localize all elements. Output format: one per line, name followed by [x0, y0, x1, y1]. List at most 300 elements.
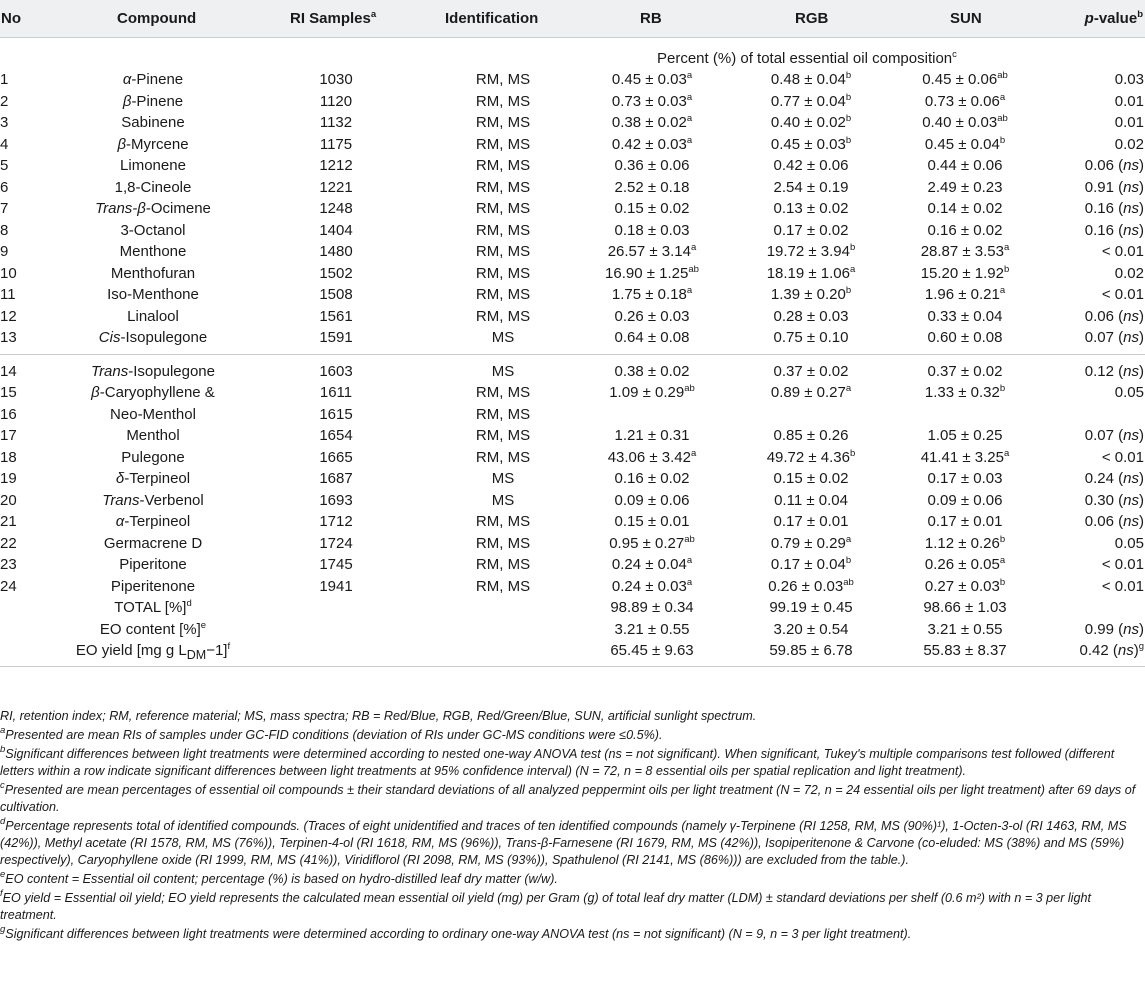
- compound-prefix: α: [122, 71, 132, 88]
- p-value: 0.16: [1084, 221, 1114, 239]
- footnote-d-mark: d: [0, 815, 6, 827]
- totals-p-value: 0.99: [1084, 620, 1114, 638]
- rgb-cell-value: 0.17 ± 0.04: [770, 556, 846, 573]
- rgb-cell-value: 0.45 ± 0.03: [770, 135, 846, 153]
- rb-cell: [577, 511, 727, 532]
- ns-flag: ns: [1123, 427, 1139, 444]
- p-value: 0.30: [1084, 491, 1114, 509]
- p-value: 0.06: [1084, 513, 1114, 530]
- ri-sample: 1120: [319, 92, 353, 110]
- row-number: 21: [0, 513, 17, 530]
- rb-cell: [577, 177, 727, 198]
- totals-label-text: EO yield [mg g L: [75, 642, 187, 659]
- identification: MS: [491, 491, 515, 509]
- rb-cell: [577, 306, 727, 327]
- rb-cell-value: 0.15 ± 0.01: [614, 513, 690, 530]
- compound-base: -Myrcene: [126, 135, 189, 153]
- identification: RM, MS: [475, 513, 531, 530]
- sun-cell-value: 2.49 ± 0.23: [927, 178, 1003, 196]
- rgb-cell: [736, 69, 886, 90]
- p-value-cell: [1102, 554, 1144, 575]
- ri-sample: 1030: [319, 71, 353, 88]
- sun-cell-letter: ab: [997, 113, 1008, 124]
- sun-cell-value: 15.20 ± 1.92: [920, 264, 1004, 282]
- table-row: [0, 69, 1145, 91]
- compound-name: [48, 198, 258, 219]
- row-number: 19: [0, 470, 17, 487]
- footnote-f-mark: f: [0, 887, 3, 899]
- compound-prefix: Trans-β: [95, 200, 146, 217]
- rb-cell-letter: a: [686, 576, 693, 588]
- footnote-f: [0, 887, 1140, 924]
- sun-cell-value: 0.45 ± 0.04: [924, 135, 1000, 153]
- compound-base: -Pinene: [131, 92, 184, 110]
- table-row: [0, 447, 1145, 469]
- rb-cell-value: 0.36 ± 0.06: [614, 157, 690, 174]
- identification: RM, MS: [475, 286, 531, 303]
- row-number: 5: [0, 157, 9, 174]
- table-row: [0, 361, 1145, 383]
- row-number: 1: [0, 71, 9, 88]
- rgb-cell-value: 49.72 ± 4.36: [766, 448, 850, 466]
- sun-cell: [890, 220, 1040, 241]
- rgb-cell: [736, 361, 886, 382]
- table-row: [0, 284, 1145, 306]
- ri-sample: 1132: [319, 114, 353, 131]
- footnote-d: [0, 815, 1140, 870]
- compound-name: [48, 134, 258, 155]
- row-number: 20: [0, 491, 17, 509]
- p-value-cell: [1115, 263, 1144, 284]
- table-row: [0, 554, 1145, 576]
- sun-cell: [890, 382, 1040, 403]
- compound-prefix: α: [115, 513, 125, 530]
- p-value-cell: [1102, 241, 1144, 262]
- rgb-cell: [736, 306, 886, 327]
- table-row: [0, 220, 1145, 242]
- rb-cell-value: 0.16 ± 0.02: [614, 470, 690, 487]
- compound-base: Neo-Menthol: [110, 405, 196, 423]
- rb-cell: [577, 533, 727, 554]
- p-value: < 0.01: [1101, 448, 1144, 466]
- rb-cell-value: 0.38 ± 0.02: [614, 362, 690, 380]
- identification: RM, MS: [475, 405, 531, 423]
- sun-cell: [890, 263, 1040, 284]
- totals-label-sup: e: [200, 619, 207, 631]
- p-value-cell: [1115, 382, 1144, 403]
- row-number: 2: [0, 92, 9, 110]
- header-identification: Identification: [445, 10, 539, 27]
- subcaption-sup: c: [952, 49, 957, 60]
- rgb-cell-value: 18.19 ± 1.06: [766, 264, 850, 282]
- totals-label-text: EO content [%]: [99, 620, 201, 638]
- ns-flag: ns: [1123, 178, 1139, 196]
- sun-cell: [890, 241, 1040, 262]
- totals-rb: 3.21 ± 0.55: [614, 620, 690, 638]
- ri-sample: 1508: [319, 286, 353, 303]
- compound-base: -Caryophyllene &: [99, 384, 215, 401]
- compound-base: -Isopulegone: [128, 362, 215, 380]
- p-value: 0.03: [1114, 71, 1144, 88]
- sun-cell: [890, 134, 1040, 155]
- sun-cell: [890, 112, 1040, 133]
- compound-base: Linalool: [127, 307, 179, 325]
- header-rgb: RGB: [795, 10, 829, 27]
- sun-cell-value: 0.09 ± 0.06: [927, 491, 1003, 509]
- rb-cell-value: 16.90 ± 1.25: [605, 264, 689, 282]
- rgb-cell-value: 0.15 ± 0.02: [773, 470, 849, 487]
- ri-sample: 1404: [319, 221, 353, 239]
- ns-flag: ns: [1123, 329, 1139, 346]
- sun-cell: [890, 69, 1040, 90]
- compound-prefix: β: [117, 135, 127, 153]
- compound-prefix: δ: [115, 470, 125, 487]
- compound-prefix: β: [122, 92, 132, 110]
- compound-name: [48, 468, 258, 489]
- identification: RM, MS: [475, 577, 531, 595]
- compound-name: [48, 69, 258, 90]
- rb-cell: [577, 241, 727, 262]
- rb-cell-value: 0.24 ± 0.04: [611, 556, 687, 573]
- rgb-cell-letter: ab: [843, 576, 854, 588]
- rgb-cell: [736, 576, 886, 597]
- ri-sample: 1665: [319, 448, 353, 466]
- p-value: 0.01: [1114, 114, 1144, 131]
- footnote-g-text: Significant differences between light treatments were determined according to ordinary one-way ANOVA test (ns = not significant) (N = 9, n = 3 per light treatment).: [5, 926, 912, 941]
- identification: RM, MS: [475, 427, 531, 444]
- rb-cell: [577, 425, 727, 446]
- table-row: [0, 404, 1145, 426]
- identification: RM, MS: [475, 157, 531, 174]
- sun-cell-letter: a: [1004, 242, 1010, 253]
- totals-row: [0, 619, 1145, 641]
- p-value-cell: 0.06 (ns): [1084, 307, 1144, 325]
- header-ri-samples: [290, 9, 376, 29]
- header-ri-text: RI Samples: [290, 10, 371, 27]
- totals-p-cell: 0.42 (ns)$^g$: [1079, 641, 1144, 659]
- sun-cell-value: 41.41 ± 3.25: [920, 448, 1004, 466]
- sun-cell-value: 1.12 ± 0.26: [924, 534, 1000, 552]
- compound-name: [48, 554, 258, 575]
- rb-cell-value: 0.09 ± 0.06: [614, 491, 690, 509]
- rgb-cell: [736, 91, 886, 112]
- ri-sample: 1248: [319, 200, 353, 217]
- p-value-cell: [1102, 284, 1144, 305]
- identification: RM, MS: [475, 135, 531, 153]
- p-value: 0.06: [1084, 307, 1114, 325]
- compound-base: -Isopulegone: [120, 329, 208, 346]
- table-row: [0, 263, 1145, 285]
- rb-cell-letter: a: [686, 134, 693, 146]
- totals-rb: 98.89 ± 0.34: [610, 599, 694, 616]
- rb-cell: [577, 284, 727, 305]
- rb-cell-value: 0.26 ± 0.03: [614, 307, 690, 325]
- p-value: 0.01: [1114, 92, 1144, 110]
- compound-name: [48, 177, 258, 198]
- p-value-cell: [1115, 134, 1144, 155]
- table-row: [0, 576, 1145, 598]
- table-row: [0, 91, 1145, 113]
- rb-cell-value: 0.42 ± 0.03: [611, 135, 687, 153]
- rb-cell: [577, 327, 727, 348]
- compound-name: [48, 404, 258, 425]
- rgb-cell-value: 0.42 ± 0.06: [773, 157, 849, 174]
- identification: RM, MS: [475, 178, 531, 196]
- rb-cell: [577, 361, 727, 382]
- ns-flag: ns: [1123, 362, 1139, 380]
- rgb-cell: [736, 533, 886, 554]
- sun-cell: [890, 198, 1040, 219]
- sun-cell-value: 0.73 ± 0.06: [924, 92, 1000, 110]
- totals-ns-flag: ns: [1117, 642, 1134, 659]
- sun-cell-letter: b: [999, 383, 1006, 394]
- sun-cell: [890, 468, 1040, 489]
- subcaption: [657, 49, 957, 69]
- rb-cell: [577, 155, 727, 176]
- ri-sample: 1591: [319, 329, 353, 346]
- rb-cell-letter: a: [691, 447, 697, 459]
- table-row: [0, 241, 1145, 263]
- p-value: 0.91: [1084, 178, 1114, 196]
- totals-row: [0, 640, 1145, 662]
- rb-cell-value: 0.15 ± 0.02: [614, 200, 690, 217]
- ri-sample: 1212: [319, 157, 353, 174]
- header-p-italic: p: [1084, 10, 1094, 27]
- identification: RM, MS: [475, 200, 531, 217]
- ri-sample: 1745: [319, 556, 353, 573]
- compound-base: Sabinene: [121, 114, 185, 131]
- identification: RM, MS: [475, 264, 531, 282]
- table-row: [0, 134, 1145, 156]
- table-row: [0, 533, 1145, 555]
- p-value: 0.02: [1114, 264, 1144, 282]
- identification: MS: [491, 362, 515, 380]
- footnotes: [0, 708, 1140, 944]
- totals-rgb: 59.85 ± 6.78: [769, 642, 853, 659]
- sun-cell: [890, 155, 1040, 176]
- sun-cell-value: 28.87 ± 3.53: [920, 243, 1004, 260]
- row-number: 3: [0, 114, 9, 131]
- compound-base: -Verbenol: [139, 491, 204, 509]
- row-number: 14: [0, 362, 17, 380]
- sun-cell: [890, 576, 1040, 597]
- compound-name: [48, 361, 258, 382]
- table-row: [0, 327, 1145, 349]
- compound-base: Menthofuran: [110, 264, 196, 282]
- row-number: 8: [0, 221, 9, 239]
- sun-cell-letter: b: [1004, 263, 1010, 275]
- p-value-cell: 0.91 (ns): [1084, 178, 1144, 196]
- totals-p-sup: g: [1138, 641, 1144, 652]
- totals-p-cell: 0.99 (ns): [1084, 620, 1144, 638]
- totals-label: [48, 597, 258, 618]
- totals-sun: 55.83 ± 8.37: [923, 642, 1007, 659]
- compound-base: Pulegone: [121, 448, 185, 466]
- rb-cell: [577, 69, 727, 90]
- table-divider-middle: [0, 354, 1145, 355]
- row-number: 24: [0, 577, 17, 595]
- compound-name: [48, 447, 258, 468]
- identification: RM, MS: [475, 448, 531, 466]
- rb-cell-value: 0.64 ± 0.08: [614, 329, 690, 346]
- ri-sample: 1175: [319, 135, 353, 153]
- ri-sample: 1611: [319, 384, 353, 401]
- compound-base: 3-Octanol: [120, 221, 186, 239]
- rb-cell: [577, 220, 727, 241]
- totals-label: [48, 619, 258, 640]
- compound-prefix: Cis: [98, 329, 121, 346]
- ri-sample: 1654: [319, 427, 353, 444]
- compound-base: Piperitenone: [110, 577, 196, 595]
- rgb-cell-value: 19.72 ± 3.94: [766, 243, 850, 260]
- rgb-cell-value: 0.48 ± 0.04: [770, 71, 846, 88]
- row-number: 18: [0, 448, 17, 466]
- rb-cell-letter: ab: [684, 383, 695, 394]
- rgb-cell-letter: b: [845, 134, 852, 146]
- identification: RM, MS: [475, 243, 531, 260]
- sun-cell: [890, 284, 1040, 305]
- compound-name: [48, 306, 258, 327]
- compound-prefix: Trans: [91, 362, 129, 380]
- sun-cell: [890, 361, 1040, 382]
- sun-cell-value: 0.27 ± 0.03: [924, 577, 1000, 595]
- header-p-sup: b: [1137, 9, 1143, 20]
- identification: RM, MS: [475, 384, 531, 401]
- p-value-cell: 0.16 (ns): [1084, 221, 1144, 239]
- rgb-cell: [736, 468, 886, 489]
- footnote-c: [0, 779, 1140, 816]
- p-value-cell: 0.24 (ns): [1084, 470, 1144, 487]
- identification: RM, MS: [475, 92, 531, 110]
- rgb-cell-value: 0.77 ± 0.04: [770, 92, 846, 110]
- p-value-cell: 0.16 (ns): [1084, 200, 1144, 217]
- identification: RM, MS: [475, 114, 531, 131]
- rb-cell-value: 43.06 ± 3.42: [607, 448, 691, 466]
- sun-cell: [890, 554, 1040, 575]
- footnote-b: [0, 743, 1140, 780]
- totals-rgb: 99.19 ± 0.45: [769, 599, 853, 616]
- totals-label-sup: f: [227, 641, 231, 652]
- ri-sample: 1693: [319, 491, 353, 509]
- compound-name: [48, 155, 258, 176]
- compound-prefix: β: [91, 384, 100, 401]
- sun-cell-letter: ab: [997, 70, 1008, 81]
- p-value: < 0.01: [1101, 556, 1144, 573]
- rb-cell: [577, 134, 727, 155]
- sun-cell-letter: a: [999, 555, 1006, 566]
- rb-cell: [577, 447, 727, 468]
- p-value-cell: [1115, 533, 1144, 554]
- header-no: No: [1, 10, 21, 27]
- identification: RM, MS: [475, 221, 531, 239]
- rb-cell-letter: a: [686, 285, 693, 296]
- totals-row: [0, 597, 1145, 619]
- rgb-cell: [736, 198, 886, 219]
- p-value: < 0.01: [1101, 577, 1144, 595]
- rb-cell-value: 0.73 ± 0.03: [611, 92, 687, 110]
- compound-name: [48, 263, 258, 284]
- row-number: 16: [0, 405, 17, 423]
- ns-flag: ns: [1123, 491, 1139, 509]
- rgb-cell-letter: a: [850, 263, 856, 275]
- p-value: 0.05: [1114, 384, 1144, 401]
- rb-cell-letter: a: [686, 70, 693, 81]
- sun-cell-value: 0.17 ± 0.01: [927, 513, 1003, 530]
- sun-cell: [890, 533, 1040, 554]
- rgb-cell: [736, 112, 886, 133]
- header-sun: SUN: [950, 10, 982, 27]
- rb-cell-value: 1.21 ± 0.31: [614, 427, 690, 444]
- ri-sample: 1502: [319, 264, 353, 282]
- rgb-cell-letter: b: [845, 113, 852, 124]
- ri-sample: 1712: [319, 513, 353, 530]
- ns-flag: ns: [1123, 157, 1139, 174]
- totals-rb: 65.45 ± 9.63: [610, 642, 694, 659]
- compound-name: [48, 91, 258, 112]
- p-value: 0.05: [1114, 534, 1144, 552]
- compound-base: 1,8-Cineole: [114, 178, 192, 196]
- rgb-cell-value: 0.40 ± 0.02: [770, 114, 846, 131]
- row-number: 9: [0, 243, 9, 260]
- rgb-cell-letter: b: [845, 91, 852, 103]
- rb-cell-value: 0.95 ± 0.27: [609, 534, 685, 552]
- rgb-cell-value: 0.11 ± 0.04: [774, 491, 848, 509]
- totals-sun: 98.66 ± 1.03: [923, 599, 1007, 616]
- p-value: 0.07: [1084, 427, 1114, 444]
- table-row: [0, 511, 1145, 533]
- totals-rgb: 3.20 ± 0.54: [773, 620, 849, 638]
- ri-sample: 1603: [319, 362, 353, 380]
- rgb-cell: [736, 511, 886, 532]
- table-divider-bottom: [0, 666, 1145, 667]
- p-value: 0.07: [1084, 329, 1114, 346]
- footnote-c-mark: c: [0, 779, 5, 791]
- row-number: 10: [0, 264, 17, 282]
- rb-cell: [577, 490, 727, 511]
- table-row: [0, 177, 1145, 199]
- compound-name: [48, 241, 258, 262]
- footnote-b-mark: b: [0, 743, 6, 755]
- totals-label-sub: DM: [186, 648, 207, 662]
- compound-base: Menthone: [119, 243, 187, 260]
- p-value: 0.06: [1084, 157, 1114, 174]
- compound-name: [48, 576, 258, 597]
- sun-cell-letter: b: [999, 533, 1006, 545]
- identification: RM, MS: [475, 556, 531, 573]
- rgb-cell-letter: b: [850, 242, 856, 253]
- table-row: [0, 382, 1145, 404]
- rb-cell-value: 2.52 ± 0.18: [614, 178, 690, 196]
- rgb-cell-letter: a: [845, 383, 852, 394]
- rgb-cell: [736, 155, 886, 176]
- p-value-cell: [1115, 91, 1144, 112]
- totals-sun: 3.21 ± 0.55: [927, 620, 1003, 638]
- row-number: 23: [0, 556, 17, 573]
- sun-cell-value: 1.05 ± 0.25: [927, 427, 1003, 444]
- p-value-cell: 0.07 (ns): [1084, 329, 1144, 346]
- compound-prefix: Trans: [102, 491, 140, 509]
- sun-cell-value: 0.40 ± 0.03: [922, 114, 998, 131]
- sun-cell-value: 0.45 ± 0.06: [922, 71, 998, 88]
- row-number: 12: [0, 307, 17, 325]
- p-value-cell: [1102, 447, 1144, 468]
- sun-cell-value: 0.44 ± 0.06: [927, 157, 1003, 174]
- sun-cell-letter: a: [999, 91, 1006, 103]
- sun-cell: [890, 447, 1040, 468]
- rgb-cell-value: 0.13 ± 0.02: [773, 200, 849, 217]
- rb-cell: [577, 554, 727, 575]
- sun-cell-letter: a: [1004, 447, 1010, 459]
